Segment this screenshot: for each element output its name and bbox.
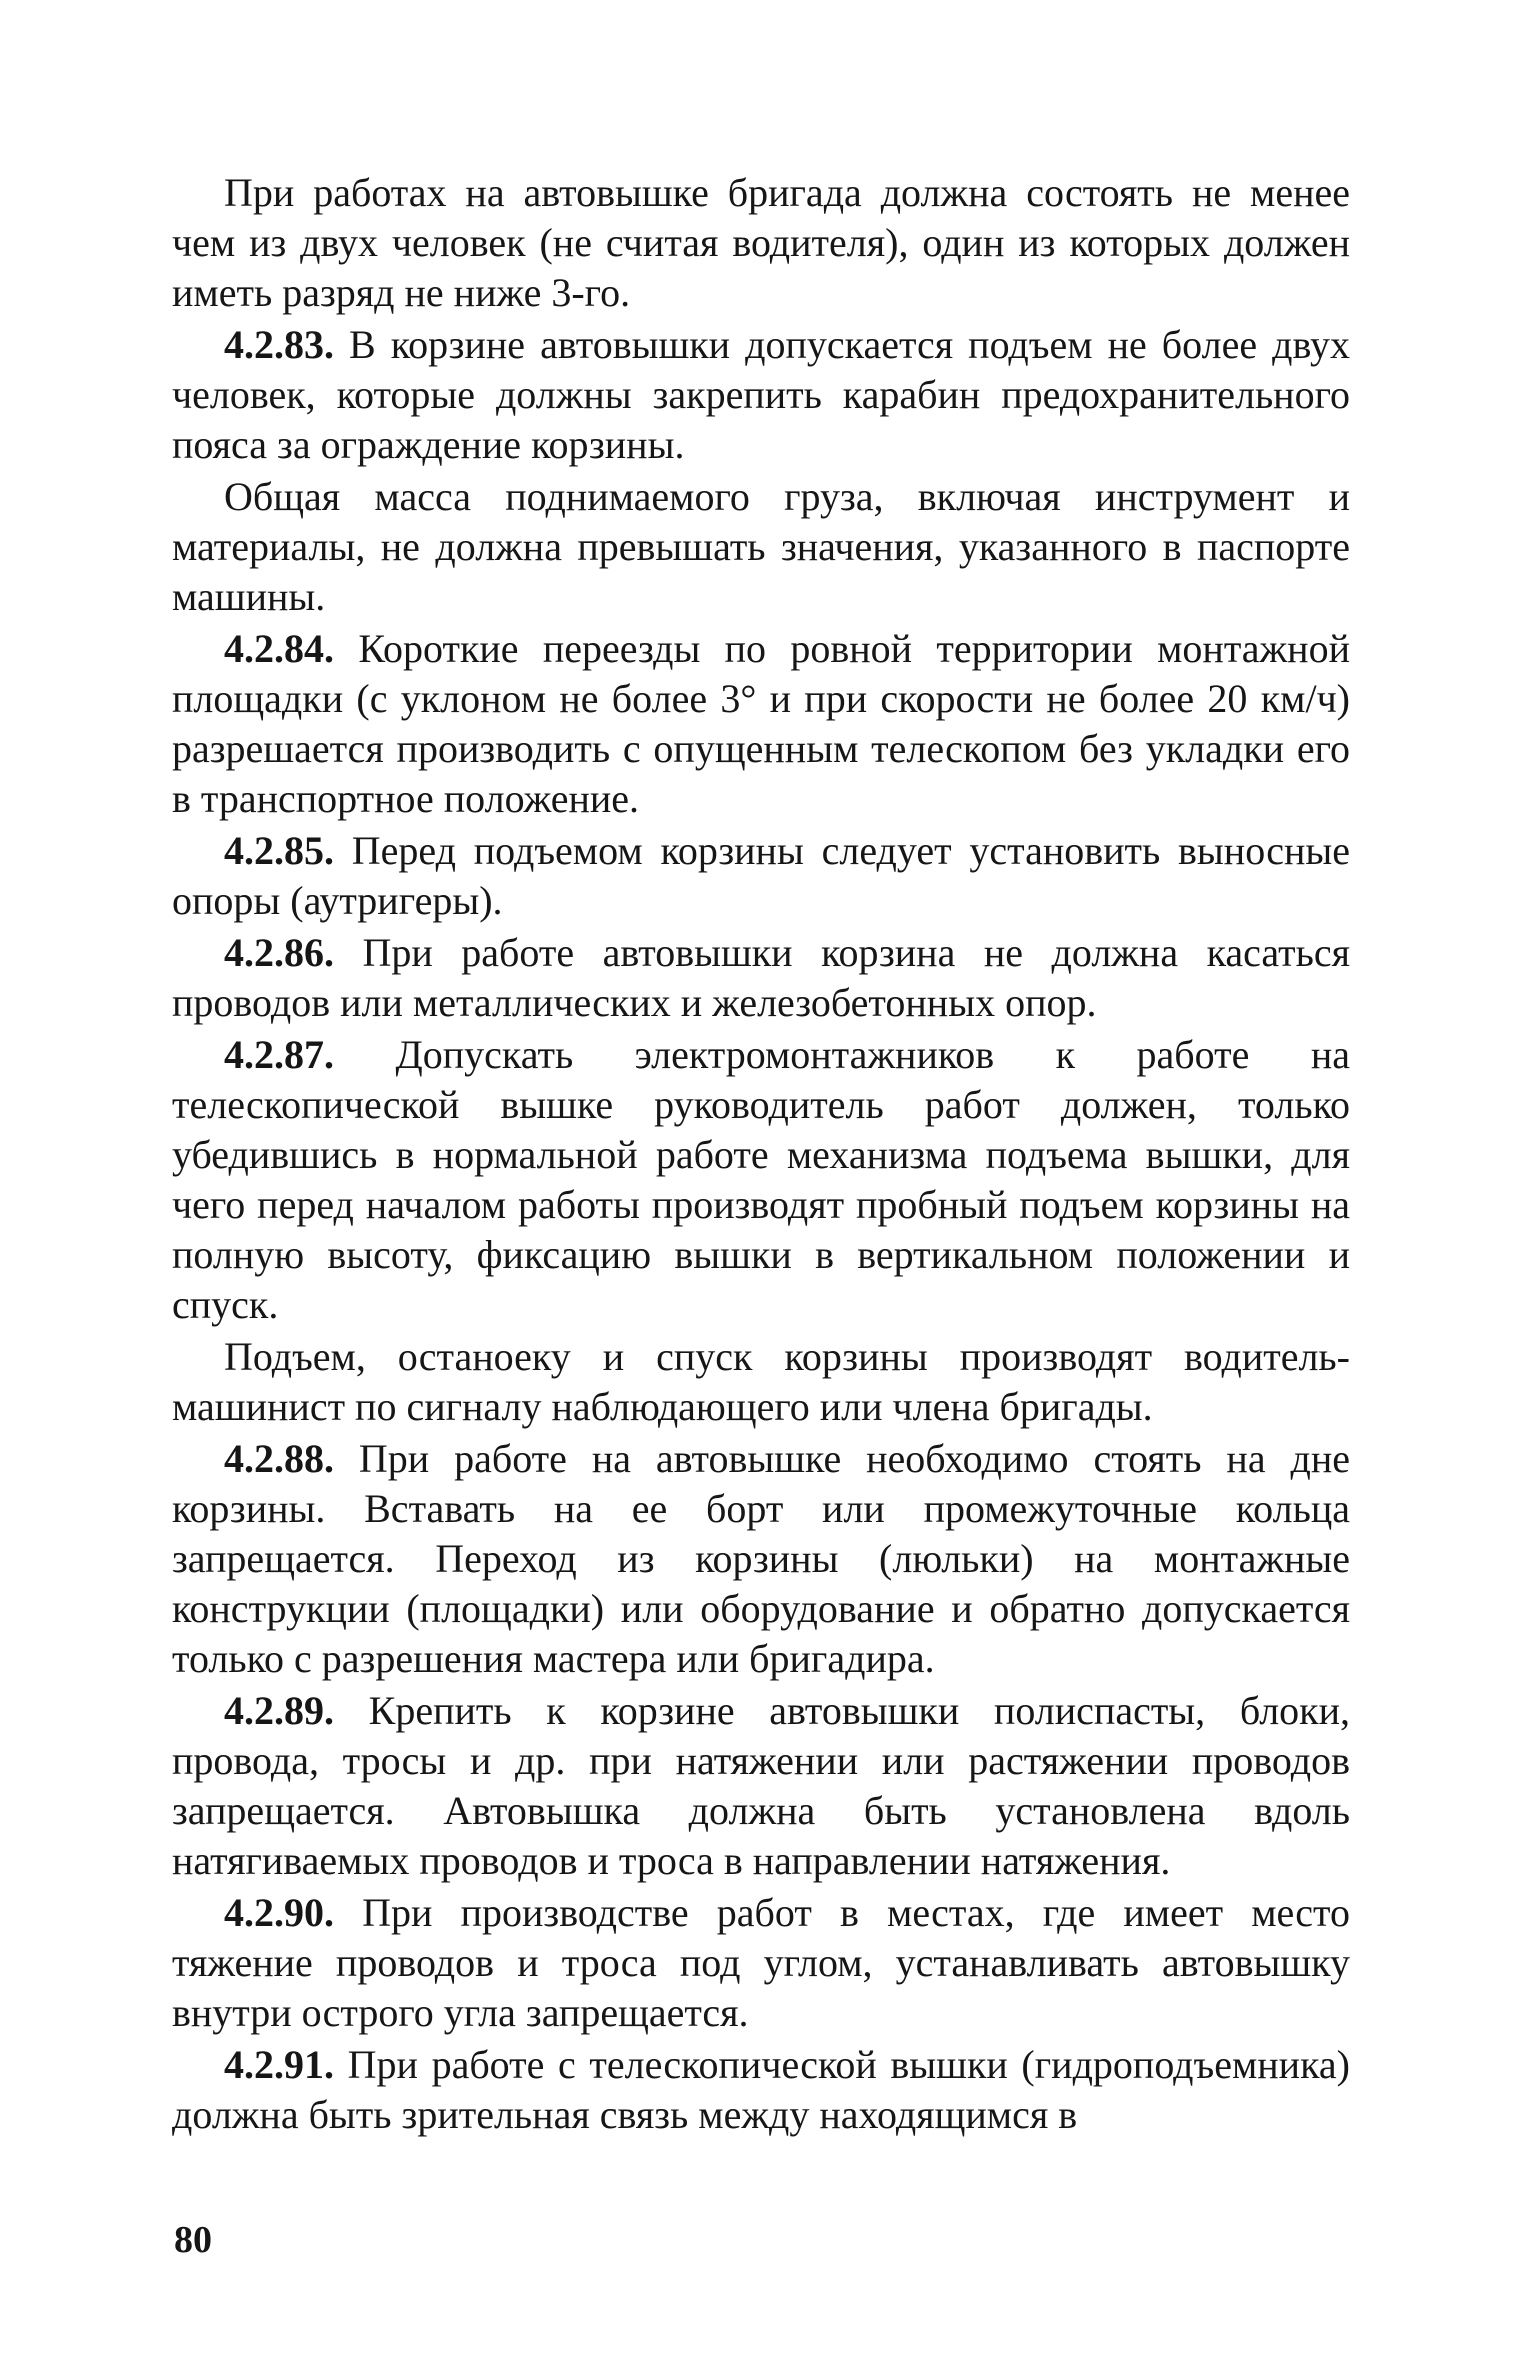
paragraph-number: 4.2.85.: [224, 828, 334, 873]
paragraph-number: 4.2.88.: [224, 1436, 334, 1481]
paragraph-text: Общая масса поднимаемого груза, включая инструмент и материалы, не должна превышать значения, указанного в паспорте машины.: [172, 474, 1350, 619]
paragraph-number: 4.2.83.: [224, 322, 334, 367]
paragraph-text: Короткие переезды по ровной территории монтажной площадки (с уклоном не более 3° и при скорости не более 20 км/ч) разрешается производить с опущенным телескопом без укладки его в транспортное положение.: [172, 626, 1350, 821]
paragraph-number: 4.2.91.: [224, 2042, 334, 2087]
paragraph-text: При работах на автовышке бригада должна состоять не менее чем из двух человек (не считая водителя), один из которых должен иметь разряд не ниже 3-го.: [172, 170, 1350, 315]
page-body: [172, 168, 1350, 2140]
paragraph-text: При работе с телескопической вышки (гидроподъемника) должна быть зрительная связь между находящимся в: [172, 2042, 1350, 2137]
paragraph-number: 4.2.90.: [224, 1890, 334, 1935]
paragraph-text: При производстве работ в местах, где имеет место тяжение проводов и троса под углом, устанавливать автовышку внутри острого угла запрещается.: [172, 1890, 1350, 2035]
paragraph-4-2-90: [172, 1888, 1350, 2038]
paragraph-4-2-88: [172, 1434, 1350, 1684]
paragraph-4-2-83: [172, 320, 1350, 470]
paragraph-4-2-91: [172, 2040, 1350, 2140]
paragraph-load-mass: [172, 472, 1350, 622]
page-number: 80: [174, 2219, 212, 2261]
paragraph-text: При работе автовышки корзина не должна касаться проводов или металлических и железобетонных опор.: [172, 930, 1350, 1025]
paragraph-4-2-86: [172, 928, 1350, 1028]
paragraph-lift-control: [172, 1332, 1350, 1432]
paragraph-text: При работе на автовышке необходимо стоять на дне корзины. Вставать на ее борт или промежуточные кольца запрещается. Переход из корзины (люльки) на монтажные конструкции (площадки) или оборудование и обратно допускается только с разрешения мастера или бригадира.: [172, 1436, 1350, 1681]
paragraph-4-2-87: [172, 1030, 1350, 1330]
paragraph-4-2-89: [172, 1686, 1350, 1886]
paragraph-1: [172, 168, 1350, 318]
paragraph-number: 4.2.84.: [224, 626, 334, 671]
paragraph-text: Допускать электромонтажников к работе на телескопической вышке руководитель работ должен, только убедившись в нормальной работе механизма подъема вышки, для чего перед началом работы производят пробный подъем корзины на полную высоту, фиксацию вышки в вертикальном положении и спуск.: [172, 1032, 1350, 1327]
paragraph-number: 4.2.86.: [224, 930, 334, 975]
paragraph-text: Крепить к корзине автовышки полиспасты, блоки, провода, тросы и др. при натяжении или растяжении проводов запрещается. Автовышка должна быть установлена вдоль натягиваемых проводов и троса в направлении натяжения.: [172, 1688, 1350, 1883]
paragraph-4-2-84: [172, 624, 1350, 824]
paragraph-number: 4.2.89.: [224, 1688, 334, 1733]
paragraph-text: Перед подъемом корзины следует установить выносные опоры (аутригеры).: [172, 828, 1350, 923]
paragraph-text: В корзине автовышки допускается подъем не более двух человек, которые должны закрепить карабин предохранительного пояса за ограждение корзины.: [172, 322, 1350, 467]
paragraph-number: 4.2.87.: [224, 1032, 334, 1077]
paragraph-text: Подъем, останоеку и спуск корзины производят водитель-машинист по сигналу наблюдающего или члена бригады.: [172, 1334, 1350, 1429]
paragraph-4-2-85: [172, 826, 1350, 926]
